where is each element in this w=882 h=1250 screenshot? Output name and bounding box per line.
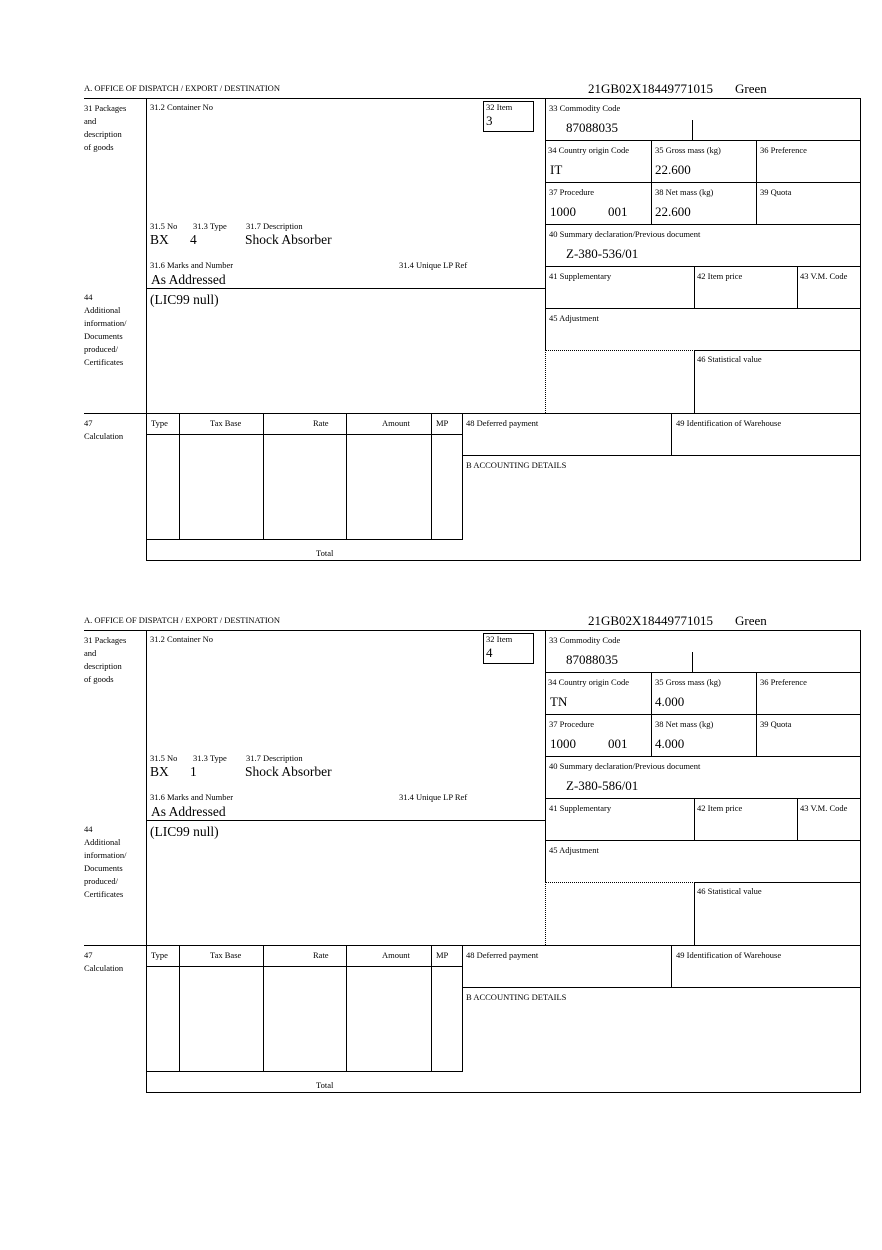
country-origin-label: 34 Country origin Code: [548, 145, 629, 155]
goods-description: Shock Absorber: [245, 764, 332, 779]
item-label: 32 Item: [486, 634, 513, 644]
deferred-payment-label: 48 Deferred payment: [466, 418, 539, 428]
item-number: 3: [486, 113, 493, 128]
calc-tax-base-header: Tax Base: [210, 950, 242, 960]
procedure-extra: 001: [608, 204, 628, 219]
vm-code-label: 43 V.M. Code: [800, 271, 848, 281]
calc-mp-header: MP: [436, 950, 449, 960]
unique-lp-label: 31.4 Unique LP Ref: [399, 260, 468, 270]
box47-label: 47 Calculation: [84, 950, 124, 973]
procedure-label: 37 Procedure: [549, 187, 595, 197]
pkg-type-label: 31.3 Type: [193, 221, 227, 231]
preference-label: 36 Preference: [760, 677, 807, 687]
box44-label: 44 Additional information/ Documents produced/ Certificates: [84, 292, 127, 367]
calc-amount-header: Amount: [382, 418, 410, 428]
calc-amount-header: Amount: [382, 950, 410, 960]
vm-code-label: 43 V.M. Code: [800, 803, 848, 813]
declaration-form-2: [0, 532, 882, 1090]
box31-label: 31 Packages and description of goods: [84, 635, 127, 684]
pkg-number: 1: [190, 764, 197, 779]
preference-label: 36 Preference: [760, 145, 807, 155]
warehouse-id-label: 49 Identification of Warehouse: [676, 418, 782, 428]
gross-mass: 22.600: [655, 162, 691, 177]
calc-mp-header: MP: [436, 418, 449, 428]
adjustment-label: 45 Adjustment: [549, 313, 599, 323]
pkg-kind: BX: [150, 764, 169, 779]
channel-status: Green: [735, 613, 767, 628]
additional-info: (LIC99 null): [150, 824, 219, 839]
procedure-code: 1000: [550, 736, 576, 751]
procedure-code: 1000: [550, 204, 576, 219]
previous-document: Z-380-586/01: [566, 778, 639, 793]
goods-description: Shock Absorber: [245, 232, 332, 247]
calc-total-label: Total: [316, 548, 334, 558]
summary-declaration-label: 40 Summary declaration/Previous document: [549, 761, 701, 771]
adjustment-label: 45 Adjustment: [549, 845, 599, 855]
calc-tax-base-header: Tax Base: [210, 418, 242, 428]
container-no-label: 31.2 Container No: [150, 102, 214, 112]
unique-lp-label: 31.4 Unique LP Ref: [399, 792, 468, 802]
statistical-value-label: 46 Statistical value: [697, 886, 762, 896]
net-mass: 4.000: [655, 736, 685, 751]
supplementary-label: 41 Supplementary: [549, 803, 612, 813]
country-origin-label: 34 Country origin Code: [548, 677, 629, 687]
pkg-no-label: 31.5 No: [150, 753, 178, 763]
commodity-code: 87088035: [566, 120, 618, 135]
box44-label: 44 Additional information/ Documents produced/ Certificates: [84, 824, 127, 899]
deferred-payment-label: 48 Deferred payment: [466, 950, 539, 960]
country-origin: TN: [550, 694, 568, 709]
gross-mass-label: 35 Gross mass (kg): [655, 677, 721, 687]
net-mass-label: 38 Net mass (kg): [655, 719, 714, 729]
calc-rate-header: Rate: [313, 950, 329, 960]
pkg-no-label: 31.5 No: [150, 221, 178, 231]
declaration-reference: 21GB02X18449771015: [588, 613, 713, 628]
procedure-label: 37 Procedure: [549, 719, 595, 729]
pkg-description-label: 31.7 Description: [246, 753, 303, 763]
commodity-code-label: 33 Commodity Code: [549, 635, 621, 645]
container-no-label: 31.2 Container No: [150, 634, 214, 644]
previous-document: Z-380-536/01: [566, 246, 639, 261]
calc-rate-header: Rate: [313, 418, 329, 428]
item-price-label: 42 Item price: [697, 803, 743, 813]
calc-type-header: Type: [151, 950, 168, 960]
box47-label: 47 Calculation: [84, 418, 124, 441]
declaration-form-1: [0, 0, 882, 558]
header-label: A. OFFICE OF DISPATCH / EXPORT / DESTINATION: [84, 615, 280, 625]
pkg-number: 4: [190, 232, 197, 247]
marks-value: As Addressed: [151, 272, 226, 287]
summary-declaration-label: 40 Summary declaration/Previous document: [549, 229, 701, 239]
marks-label: 31.6 Marks and Number: [150, 792, 234, 802]
channel-status: Green: [735, 81, 767, 96]
gross-mass: 4.000: [655, 694, 685, 709]
accounting-details-label: B ACCOUNTING DETAILS: [466, 992, 567, 1002]
pkg-description-label: 31.7 Description: [246, 221, 303, 231]
procedure-extra: 001: [608, 736, 628, 751]
net-mass: 22.600: [655, 204, 691, 219]
quota-label: 39 Quota: [760, 187, 792, 197]
calc-type-header: Type: [151, 418, 168, 428]
commodity-code: 87088035: [566, 652, 618, 667]
pkg-kind: BX: [150, 232, 169, 247]
commodity-code-label: 33 Commodity Code: [549, 103, 621, 113]
accounting-details-label: B ACCOUNTING DETAILS: [466, 460, 567, 470]
quota-label: 39 Quota: [760, 719, 792, 729]
marks-value: As Addressed: [151, 804, 226, 819]
declaration-reference: 21GB02X18449771015: [588, 81, 713, 96]
calc-total-label: Total: [316, 1080, 334, 1090]
item-price-label: 42 Item price: [697, 271, 743, 281]
box31-label: 31 Packages and description of goods: [84, 103, 127, 152]
item-label: 32 Item: [486, 102, 513, 112]
warehouse-id-label: 49 Identification of Warehouse: [676, 950, 782, 960]
gross-mass-label: 35 Gross mass (kg): [655, 145, 721, 155]
country-origin: IT: [550, 162, 563, 177]
item-number: 4: [486, 645, 493, 660]
net-mass-label: 38 Net mass (kg): [655, 187, 714, 197]
header-label: A. OFFICE OF DISPATCH / EXPORT / DESTINATION: [84, 83, 280, 93]
marks-label: 31.6 Marks and Number: [150, 260, 234, 270]
pkg-type-label: 31.3 Type: [193, 753, 227, 763]
statistical-value-label: 46 Statistical value: [697, 354, 762, 364]
supplementary-label: 41 Supplementary: [549, 271, 612, 281]
additional-info: (LIC99 null): [150, 292, 219, 307]
